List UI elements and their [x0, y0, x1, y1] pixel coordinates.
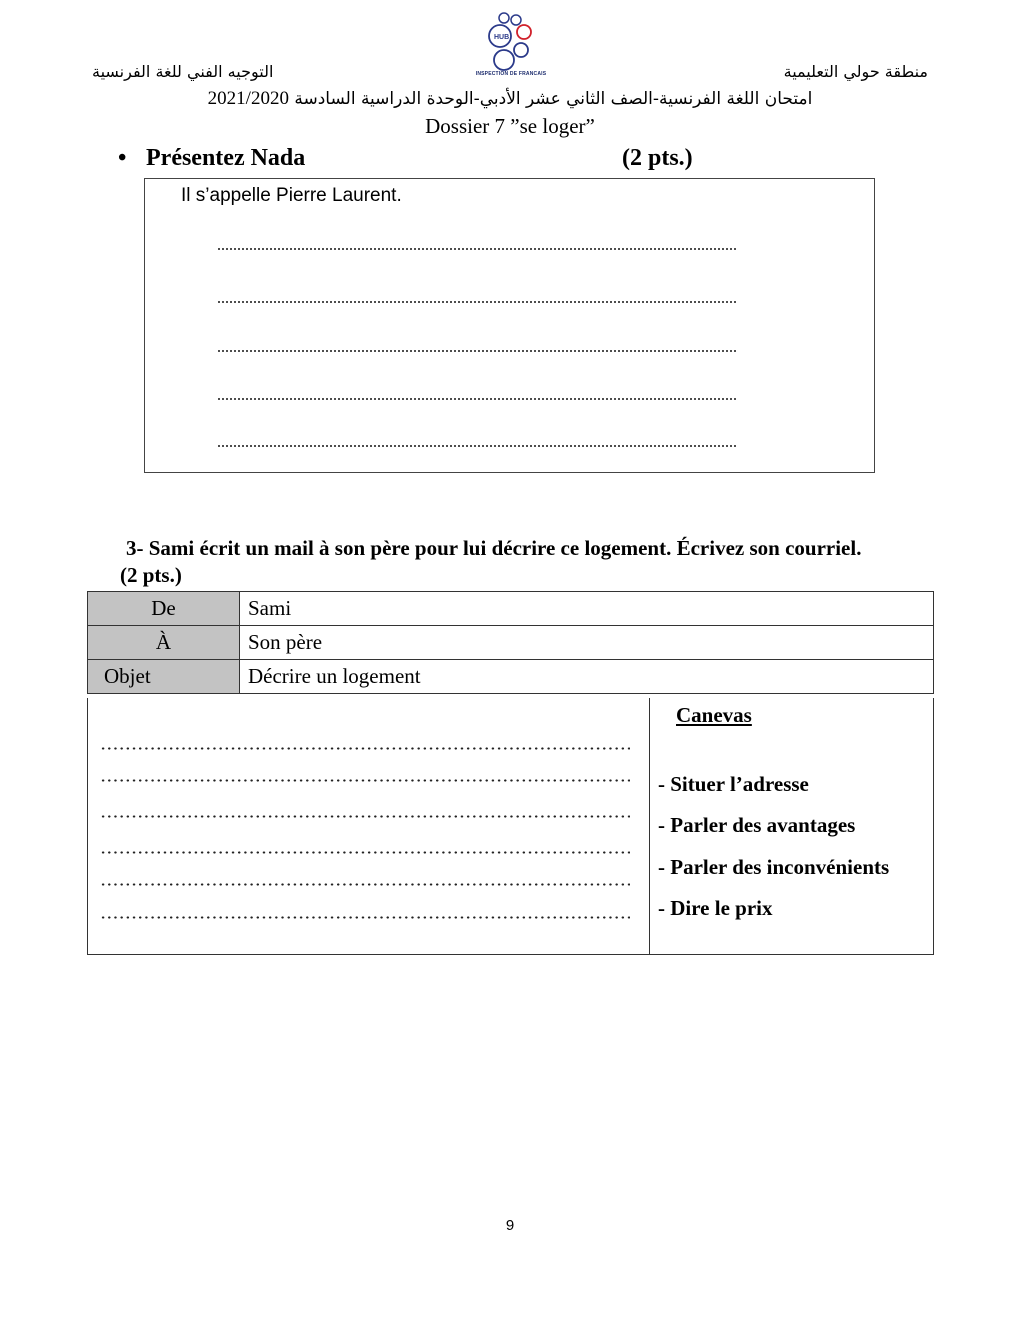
exam-title [185, 88, 835, 110]
header-department-name: التوجيه الفني للغة الفرنسية [92, 62, 274, 81]
canevas-title: Canevas [676, 703, 752, 727]
question-text: Présentez Nada [146, 145, 306, 171]
answer-line[interactable] [100, 779, 630, 782]
header-region-name: منطقة حولي التعليمية [783, 62, 928, 81]
logo-caption: INSPECTION DE FRANCAIS [475, 71, 547, 77]
column-divider [649, 698, 650, 955]
canevas-item: - Situer l’adresse [658, 772, 809, 796]
question-mail-points: (2 pts.) [120, 563, 182, 587]
answer-box-presentez[interactable] [144, 178, 875, 473]
answer-line[interactable] [217, 248, 737, 250]
mail-to-value: Son père [240, 626, 934, 660]
sample-answer: Il s’appelle Pierre Laurent. [181, 185, 402, 206]
svg-text:HUB: HUB [494, 34, 510, 41]
mail-from-value: Sami [240, 592, 934, 626]
exam-year: 2021/2020 [207, 88, 289, 109]
answer-line[interactable] [217, 398, 737, 400]
table-row [88, 660, 934, 694]
mail-from-label: De [88, 592, 240, 626]
table-row [88, 626, 934, 660]
page-number: 9 [505, 1217, 515, 1234]
answer-line[interactable] [100, 747, 630, 750]
answer-line[interactable] [100, 851, 630, 854]
answer-line[interactable] [217, 350, 737, 352]
mail-header-table [87, 591, 934, 694]
mail-to-label: À [88, 626, 240, 660]
answer-line[interactable] [100, 883, 630, 886]
question-mail-title: 3- Sami écrit un mail à son père pour lui décrire ce logement. Écrivez son courriel. [126, 536, 862, 560]
canevas-item: - Parler des avantages [658, 813, 856, 837]
answer-line[interactable] [100, 916, 630, 919]
mail-subject-label: Objet [88, 660, 240, 694]
answer-line[interactable] [100, 815, 630, 818]
answer-line[interactable] [217, 301, 737, 303]
mail-subject-value: Décrire un logement [240, 660, 934, 694]
answer-line[interactable] [217, 445, 737, 447]
dossier-title: Dossier 7 ”se loger” [425, 114, 595, 138]
table-row [88, 592, 934, 626]
exam-title-text: امتحان اللغة الفرنسية-الصف الثاني عشر الأدبي-الوحدة الدراسية السادسة [294, 89, 813, 109]
question-presentez-title [118, 145, 305, 172]
question-points: (2 pts.) [622, 145, 693, 171]
bullet-icon: • [118, 145, 127, 171]
canevas-item: - Parler des inconvénients [658, 855, 890, 879]
canevas-item: - Dire le prix [658, 896, 773, 920]
